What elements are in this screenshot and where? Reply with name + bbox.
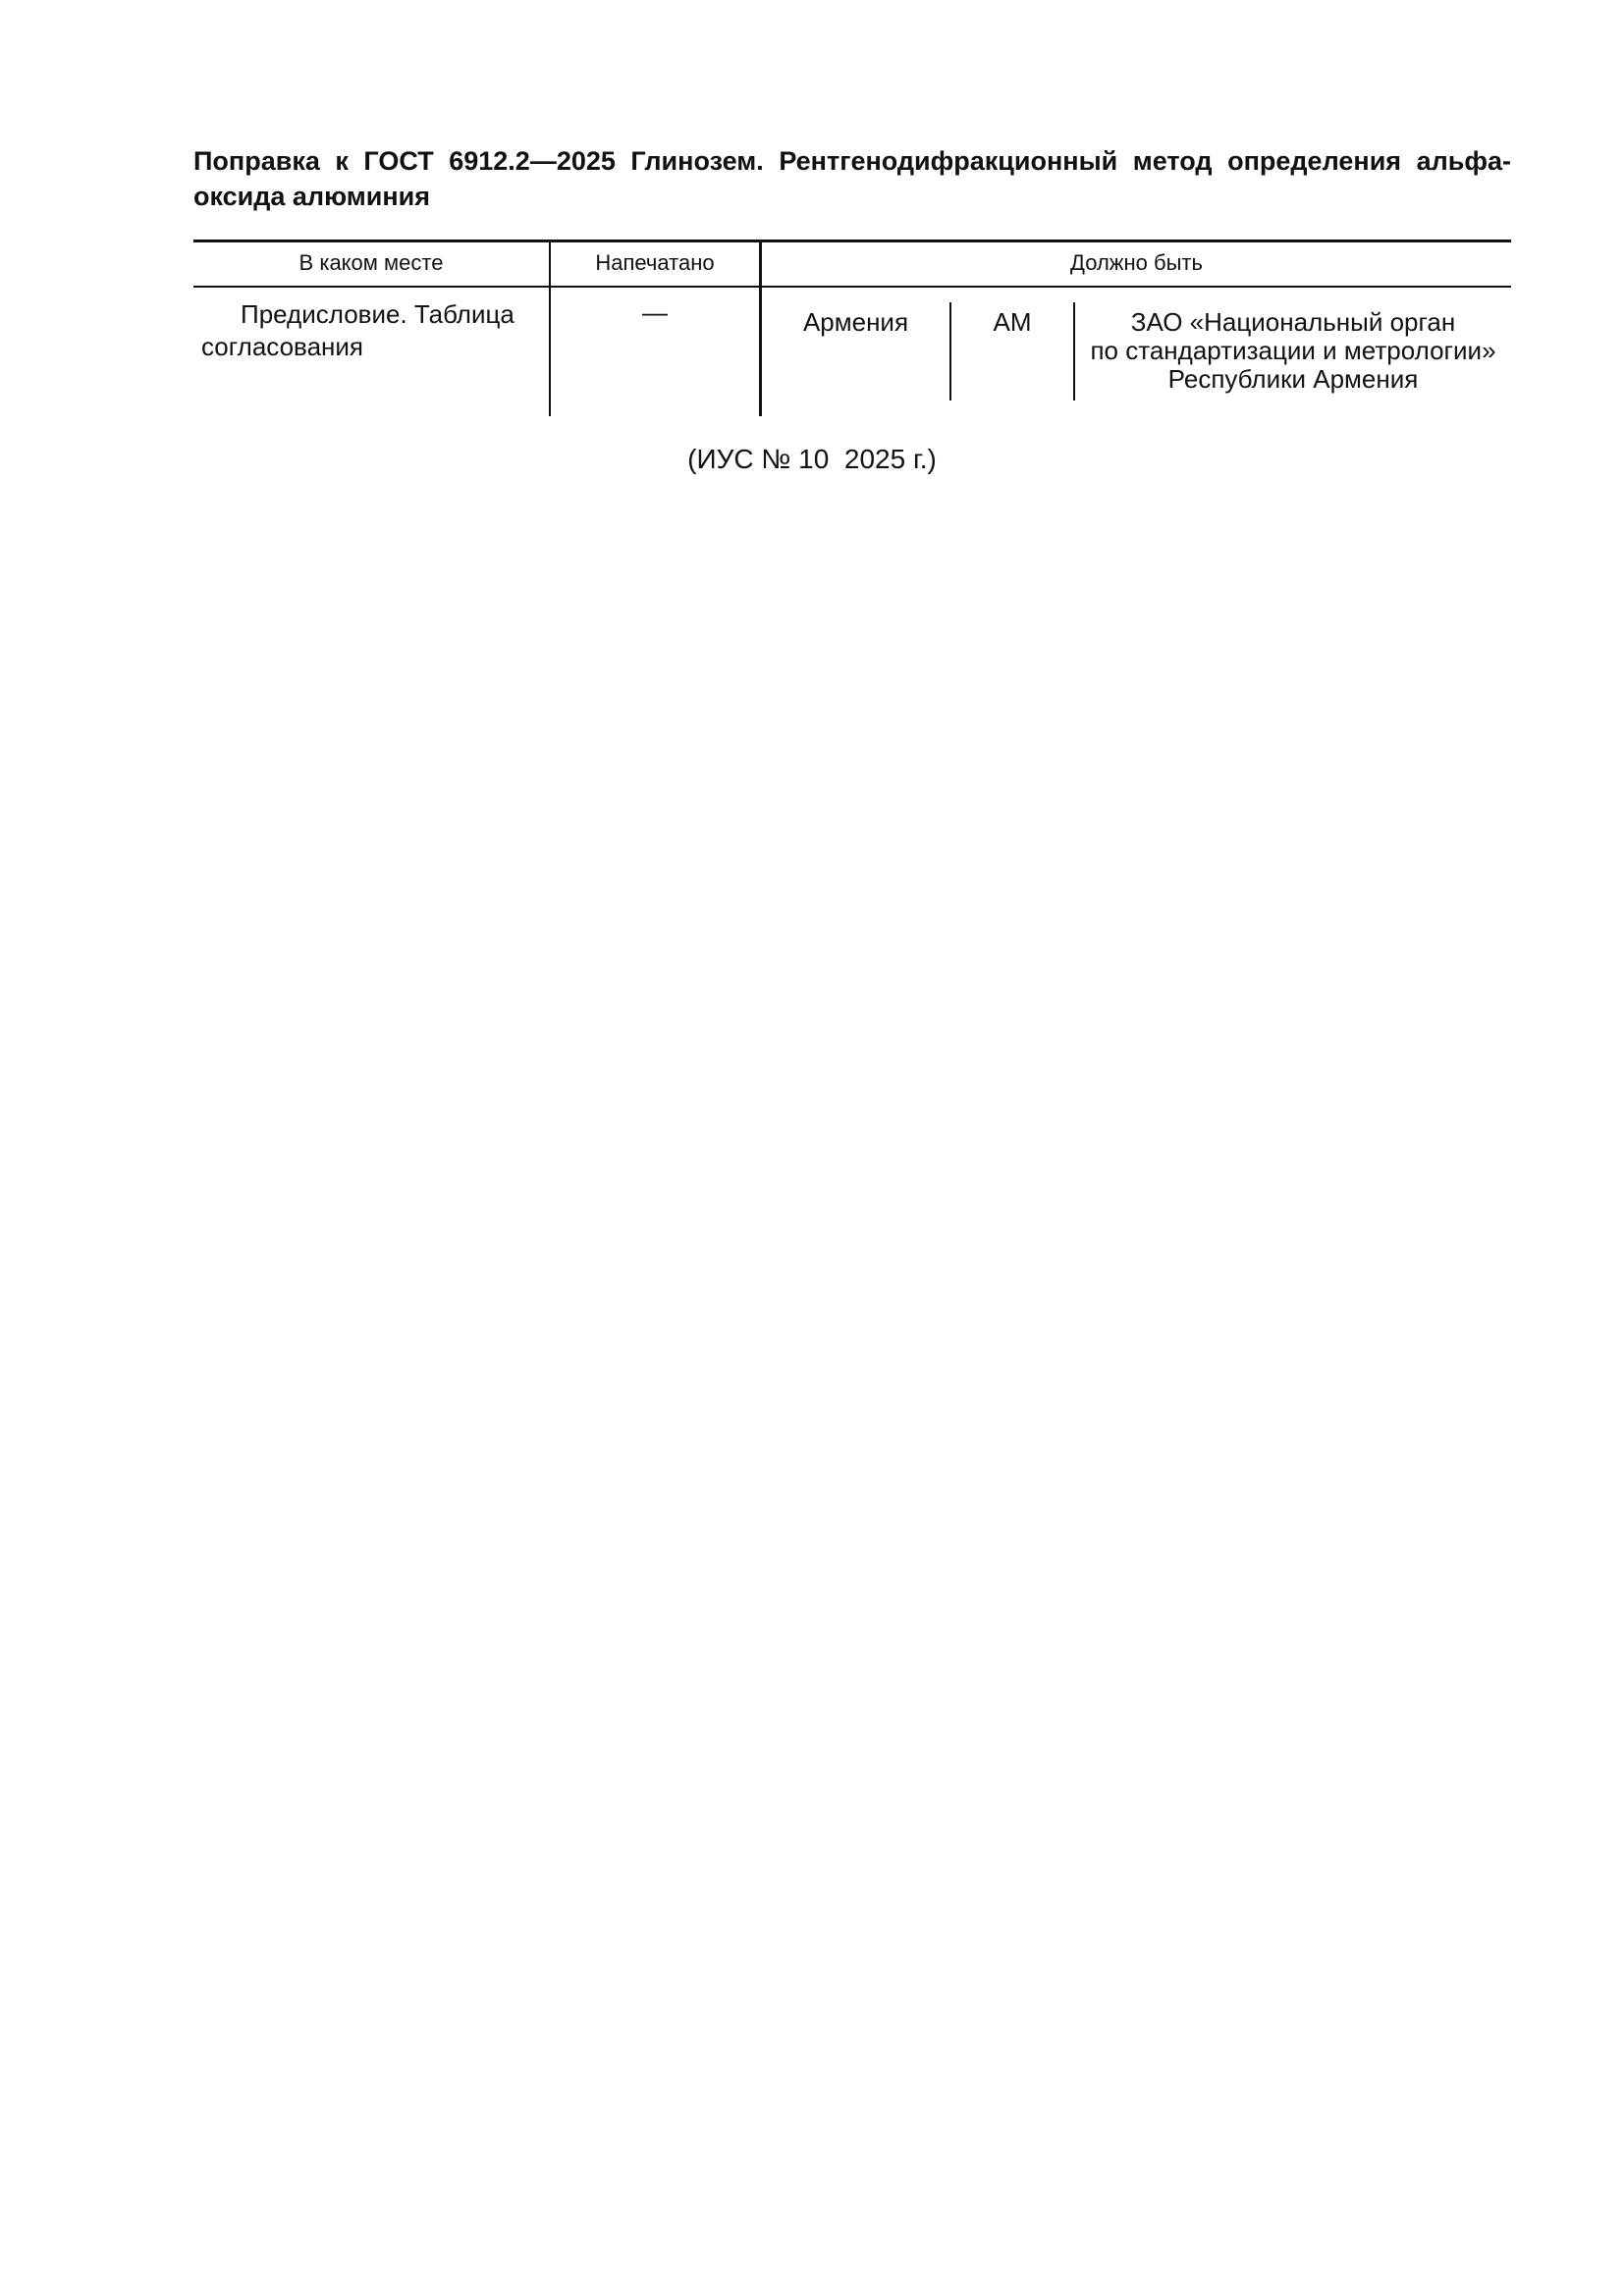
cell-organization-line1: ЗАО «Национальный орган [1130,307,1456,337]
cell-country: Армения [802,307,909,337]
issue-reference: (ИУС № 10 2025 г.) [687,444,937,474]
cell-country-code: AM [993,307,1032,337]
cell-organization-line3: Республики Армения [1167,364,1419,394]
amendment-title: Поправка к ГОСТ 6912.2—2025 Глинозем. Рентгенодифракционный метод определения альфа-оксида алюминия [193,146,1511,211]
cell-place-line2: согласования [201,332,363,361]
cell-place-line1: Предисловие. Таблица [241,299,514,329]
cell-organization-line2: по стандартизации и метрологии» [1090,336,1496,365]
header-printed: Напечатано [595,250,715,275]
cell-printed: — [642,297,668,327]
header-should-be: Должно быть [1070,250,1203,275]
amendment-table [193,240,1511,416]
header-place: В каком месте [298,250,444,275]
table-header-rule [193,286,1511,288]
table-top-rule [193,240,1511,242]
